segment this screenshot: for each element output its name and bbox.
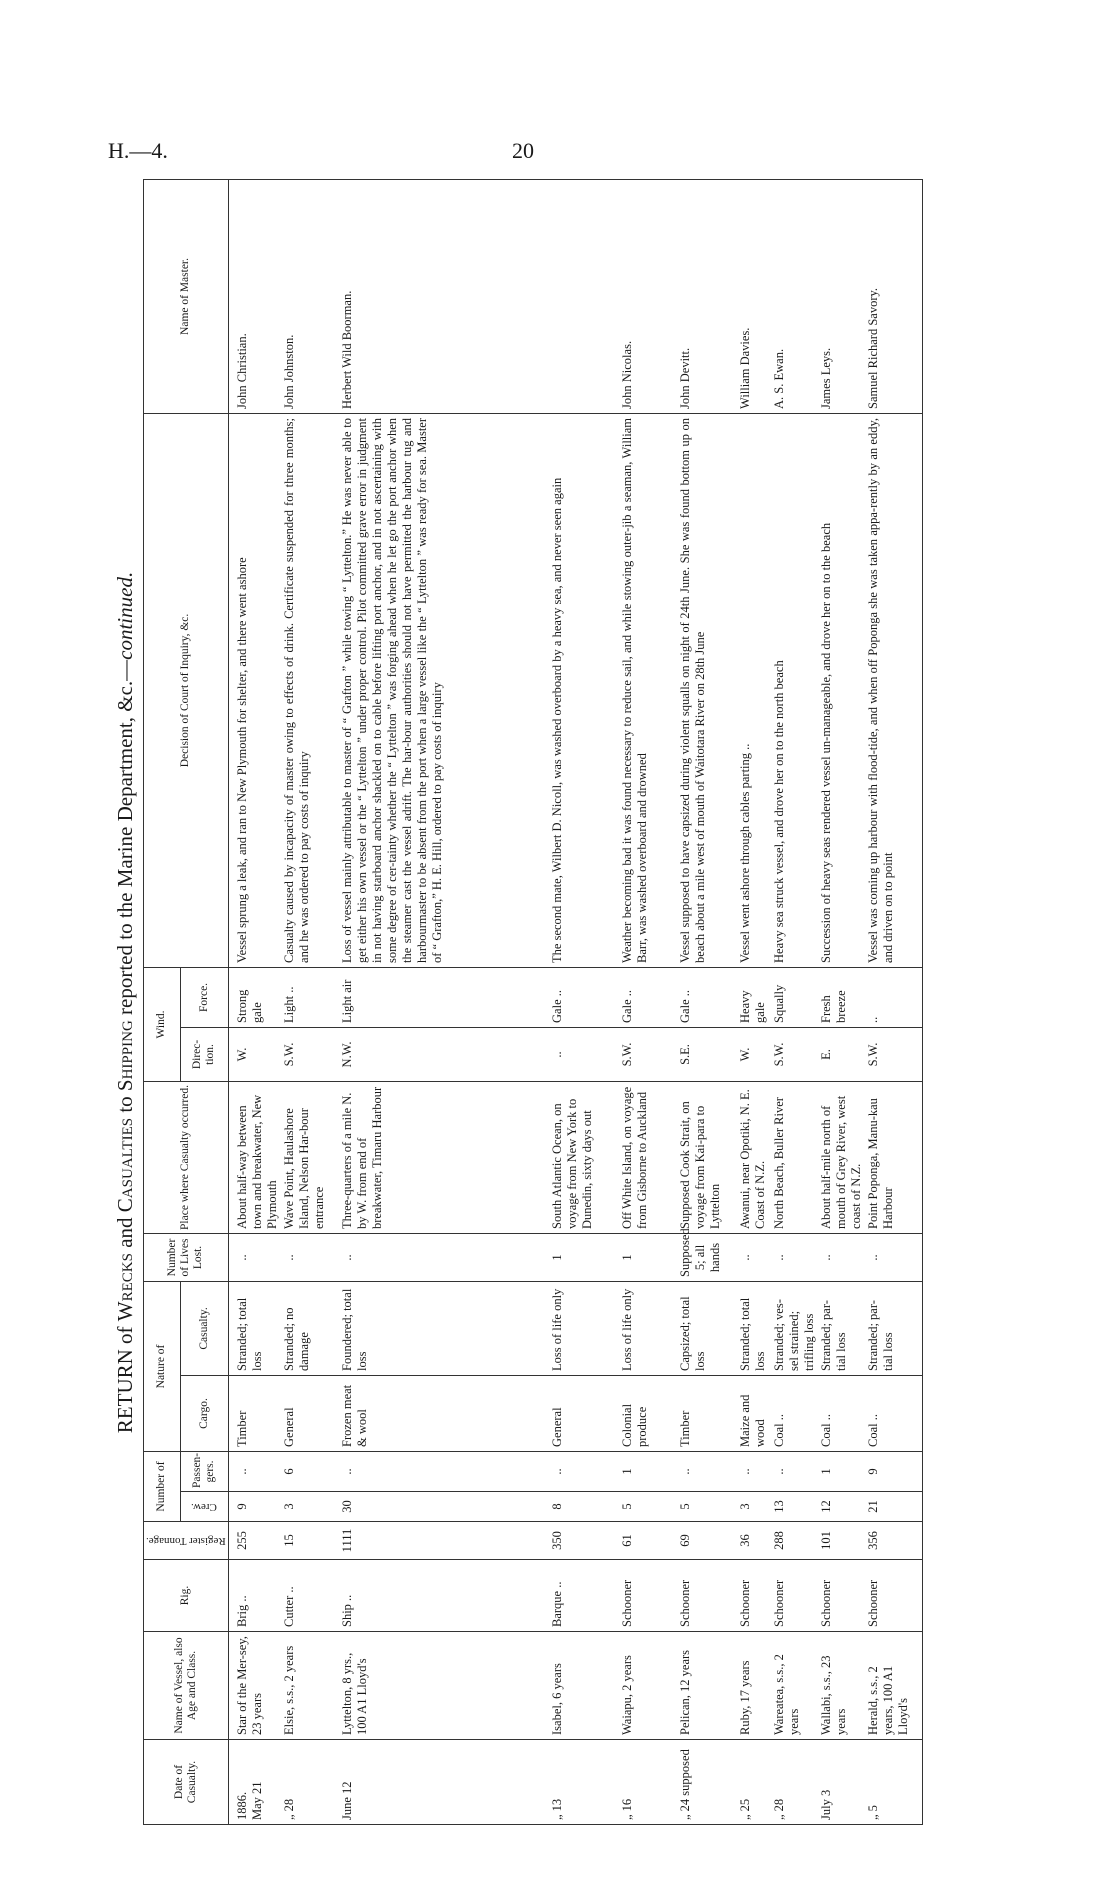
master-cell: Samuel Richard Savory. bbox=[865, 179, 923, 413]
wind-direction-cell: S.E. bbox=[677, 1027, 737, 1081]
table-row bbox=[228, 179, 281, 1824]
master-cell: John Johnston. bbox=[281, 179, 339, 413]
place-cell: South Atlantic Ocean, on voyage from New York to Dunedin, sixty days out bbox=[549, 1081, 619, 1233]
passengers-cell: 6 bbox=[281, 1451, 339, 1491]
passengers-cell: .. bbox=[737, 1451, 771, 1491]
date-cell: „ 25 bbox=[737, 1740, 771, 1825]
crew-cell: 30 bbox=[339, 1492, 549, 1522]
casualty-cell: Loss of life only bbox=[619, 1281, 677, 1375]
col-header-cargo: Cargo. bbox=[180, 1375, 228, 1451]
passengers-cell: 1 bbox=[619, 1451, 677, 1491]
col-header-decision: Decision of Court of Inquiry, &c. bbox=[144, 413, 229, 967]
casualty-cell: Stranded; total loss bbox=[228, 1281, 281, 1375]
master-cell: John Devitt. bbox=[677, 179, 737, 413]
lives-cell: .. bbox=[228, 1233, 281, 1281]
tonnage-cell: 1111 bbox=[339, 1522, 549, 1560]
casualty-cell: Stranded; ves-sel strained; trifling loss bbox=[771, 1281, 818, 1375]
date-cell: „ 13 bbox=[549, 1740, 619, 1825]
crew-cell: 9 bbox=[228, 1492, 281, 1522]
wind-force-cell: Light air bbox=[339, 967, 549, 1027]
col-header-crew-text: Crew. bbox=[191, 1501, 218, 1513]
vessel-cell: Wareatea, s.s., 2 years bbox=[771, 1632, 818, 1740]
date-cell bbox=[228, 1740, 281, 1825]
wind-force-cell: Gale .. bbox=[677, 967, 737, 1027]
vessel-cell: Waiapu, 2 years bbox=[619, 1632, 677, 1740]
wind-direction-cell: S.W. bbox=[771, 1027, 818, 1081]
wind-force-cell: Squally bbox=[771, 967, 818, 1027]
rig-cell: Schooner bbox=[865, 1560, 923, 1632]
year-label: 1886. bbox=[234, 1791, 249, 1820]
title-word-wrecks: Wrecks bbox=[113, 1253, 137, 1322]
lives-cell: .. bbox=[771, 1233, 818, 1281]
lives-cell: Supposed 5; all hands bbox=[677, 1233, 737, 1281]
wind-force-cell: .. bbox=[865, 967, 923, 1027]
decision-cell: The second mate, Wilbert D. Nicoll, was washed overboard by a heavy sea, and never seen again bbox=[549, 413, 619, 967]
wrecks-return-table-area bbox=[107, 180, 957, 1825]
lives-cell: .. bbox=[737, 1233, 771, 1281]
master-cell bbox=[549, 179, 619, 413]
cargo-cell: Frozen meat & wool bbox=[339, 1375, 549, 1451]
rig-cell: Schooner bbox=[677, 1560, 737, 1632]
master-cell: A. S. Ewan. bbox=[771, 179, 818, 413]
passengers-cell: 9 bbox=[865, 1451, 923, 1491]
place-cell: North Beach, Buller River bbox=[771, 1081, 818, 1233]
col-header-number-of: Number of bbox=[144, 1451, 181, 1521]
cargo-cell: Coal .. bbox=[865, 1375, 923, 1451]
place-cell: Supposed Cook Strait, on voyage from Kai-para to Lyttelton bbox=[677, 1081, 737, 1233]
decision-cell: Vessel supposed to have capsized during violent squalls on night of 24th June. She was found bottom up on beach about a mile west of mouth of Waitotara River on 28th June bbox=[677, 413, 737, 967]
passengers-cell: .. bbox=[228, 1451, 281, 1491]
rig-cell: Schooner bbox=[771, 1560, 818, 1632]
rig-cell: Barque .. bbox=[549, 1560, 619, 1632]
crew-cell: 21 bbox=[865, 1492, 923, 1522]
table-row bbox=[281, 179, 339, 1824]
casualty-cell: Loss of life only bbox=[549, 1281, 619, 1375]
lives-cell: 1 bbox=[549, 1233, 619, 1281]
cargo-cell: Maize and wood bbox=[737, 1375, 771, 1451]
rig-cell: Ship .. bbox=[339, 1560, 549, 1632]
title-word-and: and bbox=[113, 1212, 137, 1254]
cargo-cell: Colonial produce bbox=[619, 1375, 677, 1451]
rig-cell: Cutter .. bbox=[281, 1560, 339, 1632]
crew-cell: 3 bbox=[737, 1492, 771, 1522]
wind-direction-cell: S.W. bbox=[619, 1027, 677, 1081]
col-header-passengers: Passen-gers. bbox=[180, 1451, 228, 1491]
date-cell: „ 28 bbox=[771, 1740, 818, 1825]
casualty-cell: Stranded; par-tial loss bbox=[865, 1281, 923, 1375]
date-cell: „ 28 bbox=[281, 1740, 339, 1825]
vessel-cell: Isabel, 6 years bbox=[549, 1632, 619, 1740]
crew-cell: 5 bbox=[619, 1492, 677, 1522]
date-cell: June 12 bbox=[339, 1740, 549, 1825]
wind-direction-cell: N.W. bbox=[339, 1027, 549, 1081]
decision-cell: Vessel sprung a leak, and ran to New Plymouth for shelter, and there went ashore bbox=[228, 413, 281, 967]
decision-cell: Casualty caused by incapacity of master owing to effects of drink. Certificate suspended for three months; and he was ordered to pay costs of inquiry bbox=[281, 413, 339, 967]
place-cell: Off White Island, on voyage from Gisborne to Auckland bbox=[619, 1081, 677, 1233]
date-cell: „ 5 bbox=[865, 1740, 923, 1825]
col-header-master: Name of Master. bbox=[144, 179, 229, 413]
table-row bbox=[619, 179, 677, 1824]
decision-cell: Vessel went ashore through cables parting .. bbox=[737, 413, 771, 967]
vessel-cell: Pelican, 12 years bbox=[677, 1632, 737, 1740]
col-header-casualty: Casualty. bbox=[180, 1281, 228, 1375]
rig-cell: Schooner bbox=[737, 1560, 771, 1632]
decision-cell: Vessel was coming up harbour with flood-tide, and when off Poponga she was taken appa-rently by an eddy, and driven on to point bbox=[865, 413, 923, 967]
decision-cell: Loss of vessel mainly attributable to master of “ Grafton ” while towing “ Lyttelton.” He was never able to get either his own vessel or the “ Lyttelton ” under proper control. Pilot committed grave error in judgment in not having starboard anchor shackled on to cable before lifting port anchor, and in not ascertaining with some degree of cer-tainty whether the “ Lyttelton ” was forging ahead when he let go the port anchor when the steamer cast the vessel adrift. The har-bour authorities should not have permitted the harbour tug and harbourmaster to be absent from the port when a large vessel like the “ Lyttelton ” was ready for sea. Master of “ Grafton,” H. E. Hill, ordered to pay costs of inquiry bbox=[339, 413, 549, 967]
tonnage-cell: 350 bbox=[549, 1522, 619, 1560]
title-suffix: reported to the Marine Department, &c.— bbox=[113, 659, 137, 1021]
wind-direction-cell: S.W. bbox=[865, 1027, 923, 1081]
table-row bbox=[549, 179, 619, 1824]
col-header-wind: Wind. bbox=[144, 967, 181, 1081]
wrecks-table bbox=[143, 179, 923, 1825]
crew-cell: 12 bbox=[818, 1492, 865, 1522]
cargo-cell: Coal .. bbox=[818, 1375, 865, 1451]
col-header-lives-lost: Number of Lives Lost. bbox=[144, 1233, 229, 1281]
document-reference: H.—4. bbox=[108, 138, 168, 163]
table-row bbox=[339, 179, 549, 1824]
place-cell: About half-mile north of mouth of Grey River, west coast of N.Z. bbox=[818, 1081, 865, 1233]
master-cell: John Christian. bbox=[228, 179, 281, 413]
col-header-direction: Direc-tion. bbox=[180, 1027, 228, 1081]
vessel-cell: Herald, s.s., 2 years, 100 A1 Lloyd's bbox=[865, 1632, 923, 1740]
cargo-cell: Timber bbox=[677, 1375, 737, 1451]
tonnage-cell: 36 bbox=[737, 1522, 771, 1560]
table-row bbox=[737, 179, 771, 1824]
decision-cell: Heavy sea struck vessel, and drove her on to the north beach bbox=[771, 413, 818, 967]
passengers-cell: 1 bbox=[818, 1451, 865, 1491]
wind-force-cell: Gale .. bbox=[619, 967, 677, 1027]
table-row bbox=[818, 179, 865, 1824]
wind-direction-cell: W. bbox=[228, 1027, 281, 1081]
wind-force-cell: Fresh breeze bbox=[818, 967, 865, 1027]
tonnage-cell: 101 bbox=[818, 1522, 865, 1560]
col-header-date: Date of Casualty. bbox=[144, 1740, 229, 1825]
tonnage-cell: 356 bbox=[865, 1522, 923, 1560]
passengers-cell: .. bbox=[677, 1451, 737, 1491]
wind-force-cell: Gale .. bbox=[549, 967, 619, 1027]
master-cell: John Nicolas. bbox=[619, 179, 677, 413]
title-word-to: to bbox=[113, 1091, 137, 1118]
rig-cell: Schooner bbox=[619, 1560, 677, 1632]
wind-force-cell: Strong gale bbox=[228, 967, 281, 1027]
page-number: 20 bbox=[512, 138, 534, 163]
wind-force-cell: Light .. bbox=[281, 967, 339, 1027]
cargo-cell: General bbox=[549, 1375, 619, 1451]
cargo-cell: Timber bbox=[228, 1375, 281, 1451]
place-cell: Wave Point, Haulashore Island, Nelson Har-bour entrance bbox=[281, 1081, 339, 1233]
casualty-cell: Foundered; total loss bbox=[339, 1281, 549, 1375]
place-cell: Three-quarters of a mile N. by W. from end of breakwater, Timaru Harbour bbox=[339, 1081, 549, 1233]
col-header-tonnage-text: Register Tonnage. bbox=[146, 1535, 226, 1547]
wind-direction-cell: W. bbox=[737, 1027, 771, 1081]
col-header-place: Place where Casualty occurred. bbox=[144, 1081, 229, 1233]
lives-cell: 1 bbox=[619, 1233, 677, 1281]
vessel-cell: Elsie, s.s., 2 years bbox=[281, 1632, 339, 1740]
vessel-cell: Star of the Mer-sey, 23 years bbox=[228, 1632, 281, 1740]
title-word-casualties: Casualties bbox=[113, 1117, 137, 1213]
title-continued: continued. bbox=[113, 571, 137, 660]
casualty-cell: Stranded; no damage bbox=[281, 1281, 339, 1375]
casualty-cell: Capsized; total loss bbox=[677, 1281, 737, 1375]
rig-cell: Brig .. bbox=[228, 1560, 281, 1632]
table-title bbox=[107, 180, 143, 1825]
date-cell: „ 24 supposed bbox=[677, 1740, 737, 1825]
date-value: May 21 bbox=[249, 1781, 264, 1820]
place-cell: Awanui, near Opotiki, N. E. Coast of N.Z. bbox=[737, 1081, 771, 1233]
tonnage-cell: 61 bbox=[619, 1522, 677, 1560]
col-header-crew bbox=[180, 1492, 228, 1522]
casualty-cell: Stranded; par-tial loss bbox=[818, 1281, 865, 1375]
tonnage-cell: 288 bbox=[771, 1522, 818, 1560]
wind-force-cell: Heavy gale bbox=[737, 967, 771, 1027]
master-cell: Herbert Wild Boorman. bbox=[339, 179, 549, 413]
crew-cell: 3 bbox=[281, 1492, 339, 1522]
passengers-cell: .. bbox=[549, 1451, 619, 1491]
tonnage-cell: 69 bbox=[677, 1522, 737, 1560]
title-prefix: RETURN of bbox=[113, 1321, 137, 1434]
vessel-cell: Ruby, 17 years bbox=[737, 1632, 771, 1740]
place-cell: Point Poponga, Manu-kau Harbour bbox=[865, 1081, 923, 1233]
wind-direction-cell: S.W. bbox=[281, 1027, 339, 1081]
casualty-cell: Stranded; total loss bbox=[737, 1281, 771, 1375]
col-header-force: Force. bbox=[180, 967, 228, 1027]
passengers-cell: .. bbox=[771, 1451, 818, 1491]
lives-cell: .. bbox=[865, 1233, 923, 1281]
crew-cell: 5 bbox=[677, 1492, 737, 1522]
col-header-tonnage bbox=[144, 1522, 229, 1560]
title-word-shipping: Shipping bbox=[113, 1020, 137, 1092]
passengers-cell: .. bbox=[339, 1451, 549, 1491]
col-header-nature-of: Nature of bbox=[144, 1281, 181, 1451]
tonnage-cell: 15 bbox=[281, 1522, 339, 1560]
col-header-vessel: Name of Vessel, also Age and Class. bbox=[144, 1632, 229, 1740]
date-cell: July 3 bbox=[818, 1740, 865, 1825]
crew-cell: 13 bbox=[771, 1492, 818, 1522]
lives-cell: .. bbox=[818, 1233, 865, 1281]
wind-direction-cell: E. bbox=[818, 1027, 865, 1081]
crew-cell: 8 bbox=[549, 1492, 619, 1522]
table-row bbox=[865, 179, 923, 1824]
cargo-cell: General bbox=[281, 1375, 339, 1451]
vessel-cell: Wallabi, s.s., 23 years bbox=[818, 1632, 865, 1740]
decision-cell: Weather becoming bad it was found necessary to reduce sail, and while stowing outer-jib a seaman, William Barr, was washed overboard and drowned bbox=[619, 413, 677, 967]
master-cell: William Davies. bbox=[737, 179, 771, 413]
wind-direction-cell: .. bbox=[549, 1027, 619, 1081]
rig-cell: Schooner bbox=[818, 1560, 865, 1632]
lives-cell: .. bbox=[281, 1233, 339, 1281]
lives-cell: .. bbox=[339, 1233, 549, 1281]
place-cell: About half-way between town and breakwater, New Plymouth bbox=[228, 1081, 281, 1233]
decision-cell: Succession of heavy seas rendered vessel un-manageable, and drove her on to the beach bbox=[818, 413, 865, 967]
tonnage-cell: 255 bbox=[228, 1522, 281, 1560]
date-cell: „ 16 bbox=[619, 1740, 677, 1825]
vessel-cell: Lyttelton, 8 yrs., 100 A1 Lloyd's bbox=[339, 1632, 549, 1740]
table-row bbox=[677, 179, 737, 1824]
table-row bbox=[771, 179, 818, 1824]
master-cell: James Leys. bbox=[818, 179, 865, 413]
col-header-rig: Rig. bbox=[144, 1560, 229, 1632]
cargo-cell: Coal .. bbox=[771, 1375, 818, 1451]
